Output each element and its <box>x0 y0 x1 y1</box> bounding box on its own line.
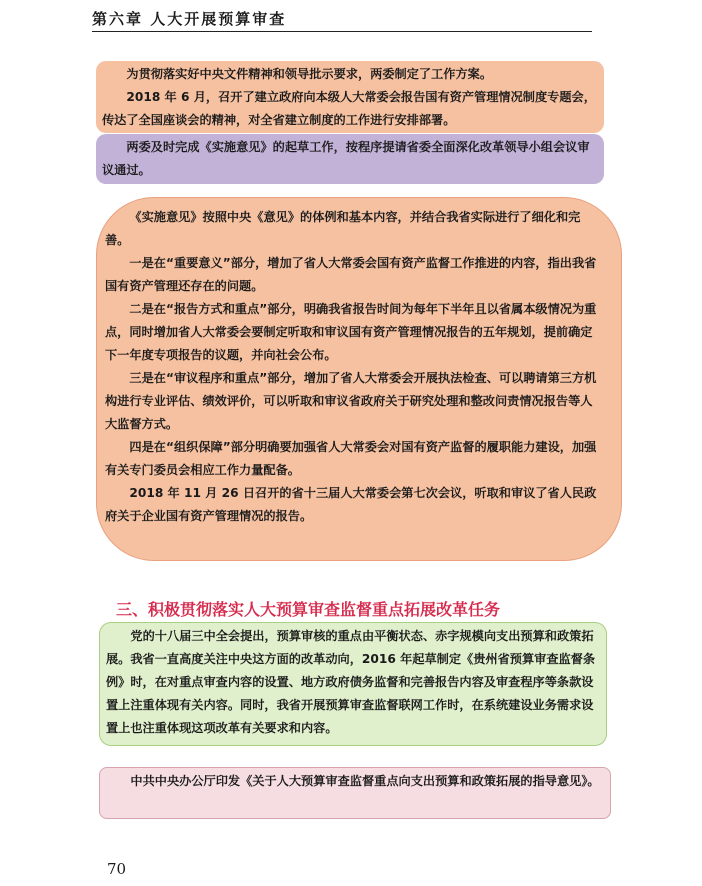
reform-box <box>99 622 607 746</box>
reform-text: 党的十八届三中全会提出，预算审核的重点由平衡状态、赤字规模向支出预算和政策拓展。我省一直高度关注中央这方面的改革动向，2016 年起草制定《贵州省预算审查监督条例》时，在对重点审查内容的设置、地方政府债务监督和完善报告内容及审查程序等条款设置上注重体现有关内容。同时，我省开展预算审查监督联网工作时，在系统建设业务需求设置上也注重体现这项改革有关要求和内容。 <box>106 629 596 735</box>
opinions-box <box>96 197 622 561</box>
section-heading: 三、积极贯彻落实人大预算审查监督重点拓展改革任务 <box>116 600 501 619</box>
opinions-point-3: 三是在“审议程序和重点”部分，增加了省人大常委会开展执法检查、可以聘请第三方机构进行专业评估、绩效评价，可以听取和审议省政府关于研究处理和整改问责情况报告等人大监督方式。 <box>105 371 597 431</box>
drafting-text: 两委及时完成《实施意见》的起草工作，按程序提请省委全面深化改革领导小组会议审议通过。 <box>102 140 590 177</box>
workplan-line-2: 2018 年 6 月，召开了建立政府向本级人大常委会报告国有资产管理情况制度专题会，传达了全国座谈会的精神，对全省建立制度的工作进行安排部署。 <box>102 90 596 127</box>
workplan-box <box>96 61 604 133</box>
guidance-text: 中共中央办公厅印发《关于人大预算审查监督重点向支出预算和政策拓展的指导意见》。 <box>130 774 600 788</box>
chapter-header: 第六章 人大开展预算审查 <box>92 10 287 28</box>
header-rule <box>92 31 592 32</box>
guidance-box <box>99 767 611 819</box>
page-number: 70 <box>107 860 127 878</box>
workplan-line-1: 为贯彻落实好中央文件精神和领导批示要求，两委制定了工作方案。 <box>126 67 493 81</box>
opinions-intro: 《实施意见》按照中央《意见》的体例和基本内容，并结合我省实际进行了细化和完善。 <box>105 210 581 247</box>
opinions-point-1: 一是在“重要意义”部分，增加了省人大常委会国有资产监督工作推进的内容，指出我省国有资产管理还存在的问题。 <box>105 256 597 293</box>
opinions-closing: 2018 年 11 月 26 日召开的省十三届人大常委会第七次会议，听取和审议了省人民政府关于企业国有资产管理情况的报告。 <box>105 486 597 523</box>
drafting-box <box>96 134 604 184</box>
opinions-point-2: 二是在“报告方式和重点”部分，明确我省报告时间为每年下半年且以省属本级情况为重点，同时增加省人大常委会要制定听取和审议国有资产管理情况报告的五年规划，提前确定下一年度专项报告的议题，并向社会公布。 <box>105 302 597 362</box>
opinions-point-4: 四是在“组织保障”部分明确要加强省人大常委会对国有资产监督的履职能力建设，加强有关专门委员会相应工作力量配备。 <box>105 440 597 477</box>
